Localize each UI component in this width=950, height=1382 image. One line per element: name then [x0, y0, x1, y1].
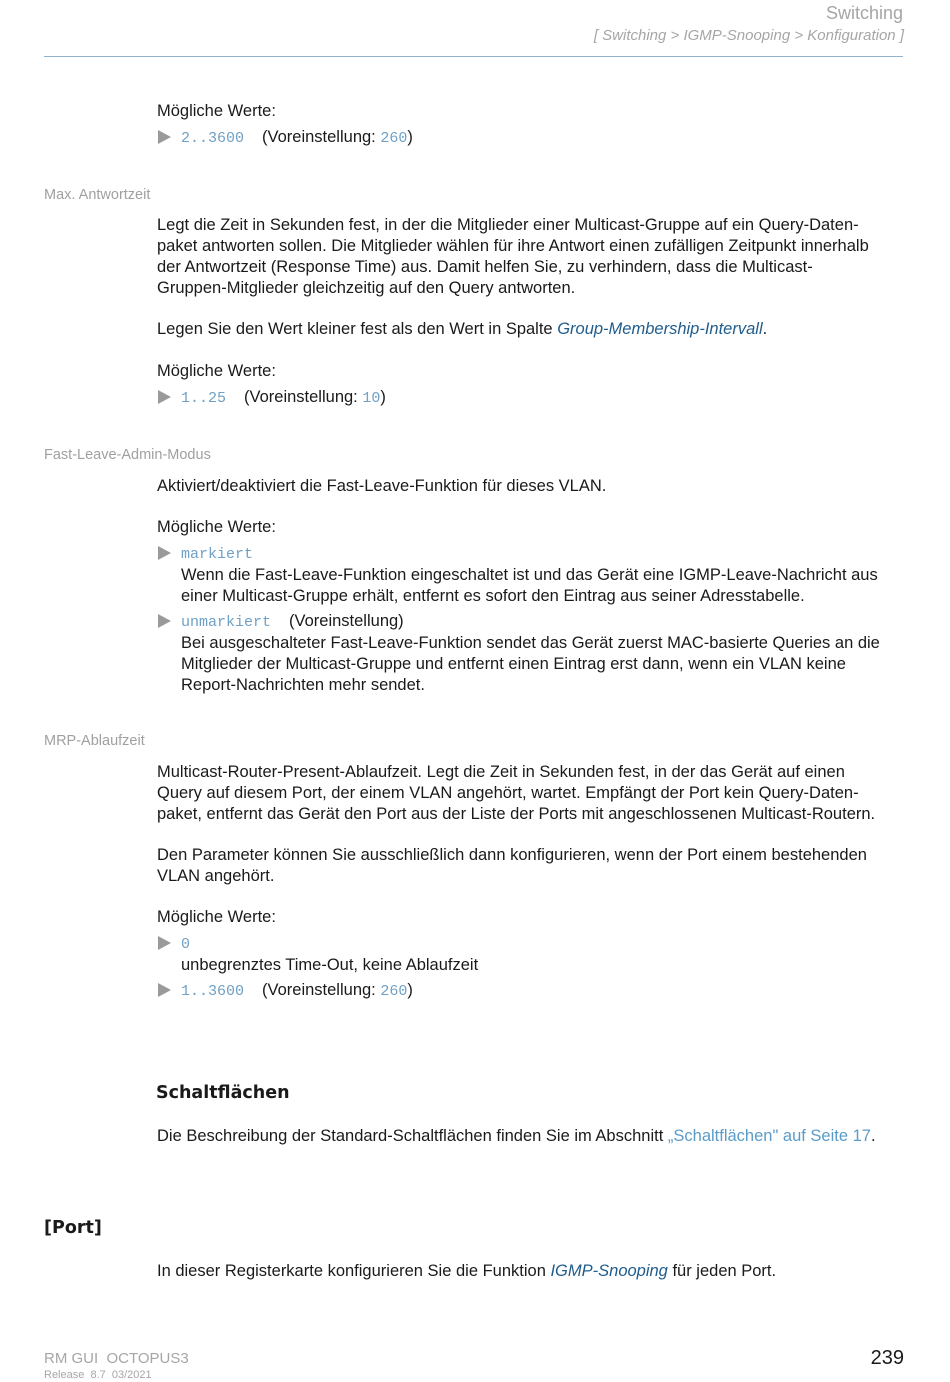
- default-prefix: (Voreinstellung:: [262, 128, 381, 146]
- desc-line: paket antworten sollen. Die Mitglieder wählen für ihre Antwort einen zufälligen Zeitpunkt innerhalb: [157, 237, 869, 255]
- bullet-triangle-icon: [158, 936, 171, 950]
- breadcrumb: [ Switching > IGMP-Snooping > Konfiguration ]: [593, 27, 904, 44]
- bullet-triangle-icon: [158, 614, 171, 628]
- option-default: (Voreinstellung): [289, 612, 404, 630]
- values-label: Mögliche Werte:: [157, 362, 276, 380]
- section-description: [157, 1126, 917, 1147]
- default-value: 260: [380, 983, 408, 1000]
- igmp-snooping-link[interactable]: IGMP-Snooping: [550, 1262, 668, 1280]
- values-label: Mögliche Werte:: [157, 908, 276, 926]
- bullet-triangle-icon: [158, 983, 171, 997]
- header-title: Switching: [825, 3, 903, 23]
- param-description: [157, 215, 917, 299]
- option-value: 0: [181, 936, 191, 953]
- option-desc-line: einer Multicast-Gruppe erhält, entfernt es sofort den Eintrag aus seiner Adresstabelle.: [181, 587, 805, 605]
- default-value: 10: [362, 390, 381, 407]
- value-range-item: [181, 387, 911, 409]
- option-desc-line: Mitglieder der Multicast-Gruppe und entfernt einen Eintrag erst dann, wenn ein VLAN keine: [181, 655, 846, 673]
- param-label-max-response: Max. Antwortzeit: [44, 187, 151, 203]
- value-range: 1..25: [181, 390, 227, 407]
- bullet-triangle-icon: [158, 546, 171, 560]
- default-suffix: ): [407, 981, 413, 999]
- section-heading-buttons: Schaltflächen: [156, 1083, 290, 1103]
- cross-reference-link[interactable]: „Schaltflächen" auf Seite 17: [667, 1127, 871, 1145]
- note-text: Legen Sie den Wert kleiner fest als den Wert in Spalte: [157, 320, 558, 338]
- section-text: Die Beschreibung der Standard-Schaltflächen finden Sie im Abschnitt: [157, 1127, 668, 1145]
- value-range: 2..3600: [181, 130, 245, 147]
- option-item: [181, 543, 911, 607]
- param-label-fast-leave: Fast-Leave-Admin-Modus: [44, 447, 211, 463]
- option-desc-line: Report-Nachrichten mehr sendet.: [181, 676, 425, 694]
- value-range-item: [181, 127, 911, 149]
- section-description: [157, 1261, 917, 1282]
- note-line: VLAN angehört.: [157, 867, 275, 885]
- desc-line: der Antwortzeit (Response Time) aus. Damit helfen Sie, zu verhindern, dass die Multicast-: [157, 258, 813, 276]
- default-suffix: ): [380, 388, 386, 406]
- bullet-triangle-icon: [158, 390, 171, 404]
- option-value: markiert: [181, 546, 254, 563]
- value-range-item: [181, 980, 911, 1002]
- footer-doc-title: RM GUI OCTOPUS3: [44, 1350, 189, 1367]
- section-text: In dieser Registerkarte konfigurieren Sie die Funktion: [157, 1262, 551, 1280]
- section-heading-port: [Port]: [44, 1218, 102, 1238]
- values-label: Mögliche Werte:: [157, 102, 276, 120]
- default-prefix: (Voreinstellung:: [262, 981, 381, 999]
- section-suffix: .: [870, 1127, 876, 1145]
- desc-line: Legt die Zeit in Sekunden fest, in der die Mitglieder einer Multicast-Gruppe auf ein Query-Daten-: [157, 216, 859, 234]
- value-range: 1..3600: [181, 983, 245, 1000]
- option-desc-line: Wenn die Fast-Leave-Funktion eingeschaltet ist und das Gerät eine IGMP-Leave-Nachricht aus: [181, 566, 878, 584]
- desc-line: Multicast-Router-Present-Ablaufzeit. Legt die Zeit in Sekunden fest, in der das Gerät auf einen: [157, 763, 845, 781]
- option-value: unmarkiert: [181, 614, 272, 631]
- desc-line: Query auf diesem Port, der einem VLAN angehört, wartet. Empfängt der Port kein Query-Daten-: [157, 784, 859, 802]
- param-note: [157, 319, 917, 340]
- desc-line: Gruppen-Mitglieder gleichzeitig auf den Query antworten.: [157, 279, 576, 297]
- option-item: [181, 933, 911, 976]
- footer-release: Release 8.7 03/2021: [44, 1369, 152, 1381]
- option-desc-line: unbegrenztes Time-Out, keine Ablaufzeit: [181, 956, 479, 974]
- default-prefix: (Voreinstellung:: [244, 388, 363, 406]
- page-number: 239: [870, 1347, 904, 1369]
- note-line: Den Parameter können Sie ausschließlich dann konfigurieren, wenn der Port einem bestehenden: [157, 846, 867, 864]
- default-value: 260: [380, 130, 408, 147]
- param-description: [157, 762, 917, 825]
- param-label-mrp: MRP-Ablaufzeit: [44, 733, 145, 749]
- param-description: Aktiviert/deaktiviert die Fast-Leave-Funktion für dieses VLAN.: [157, 477, 607, 495]
- section-suffix: für jeden Port.: [667, 1262, 777, 1280]
- param-note: [157, 845, 917, 887]
- group-membership-link[interactable]: Group-Membership-Intervall: [557, 320, 763, 338]
- header-divider: [44, 56, 903, 57]
- bullet-triangle-icon: [158, 130, 171, 144]
- option-desc-line: Bei ausgeschalteter Fast-Leave-Funktion sendet das Gerät zuerst MAC-basierte Queries an die: [181, 634, 880, 652]
- option-item: [181, 611, 911, 696]
- desc-line: paket, entfernt das Gerät den Port aus der Liste der Ports mit angeschlossenen Multicast-Routern.: [157, 805, 876, 823]
- default-suffix: ): [407, 128, 413, 146]
- note-suffix: .: [762, 320, 768, 338]
- values-label: Mögliche Werte:: [157, 518, 276, 536]
